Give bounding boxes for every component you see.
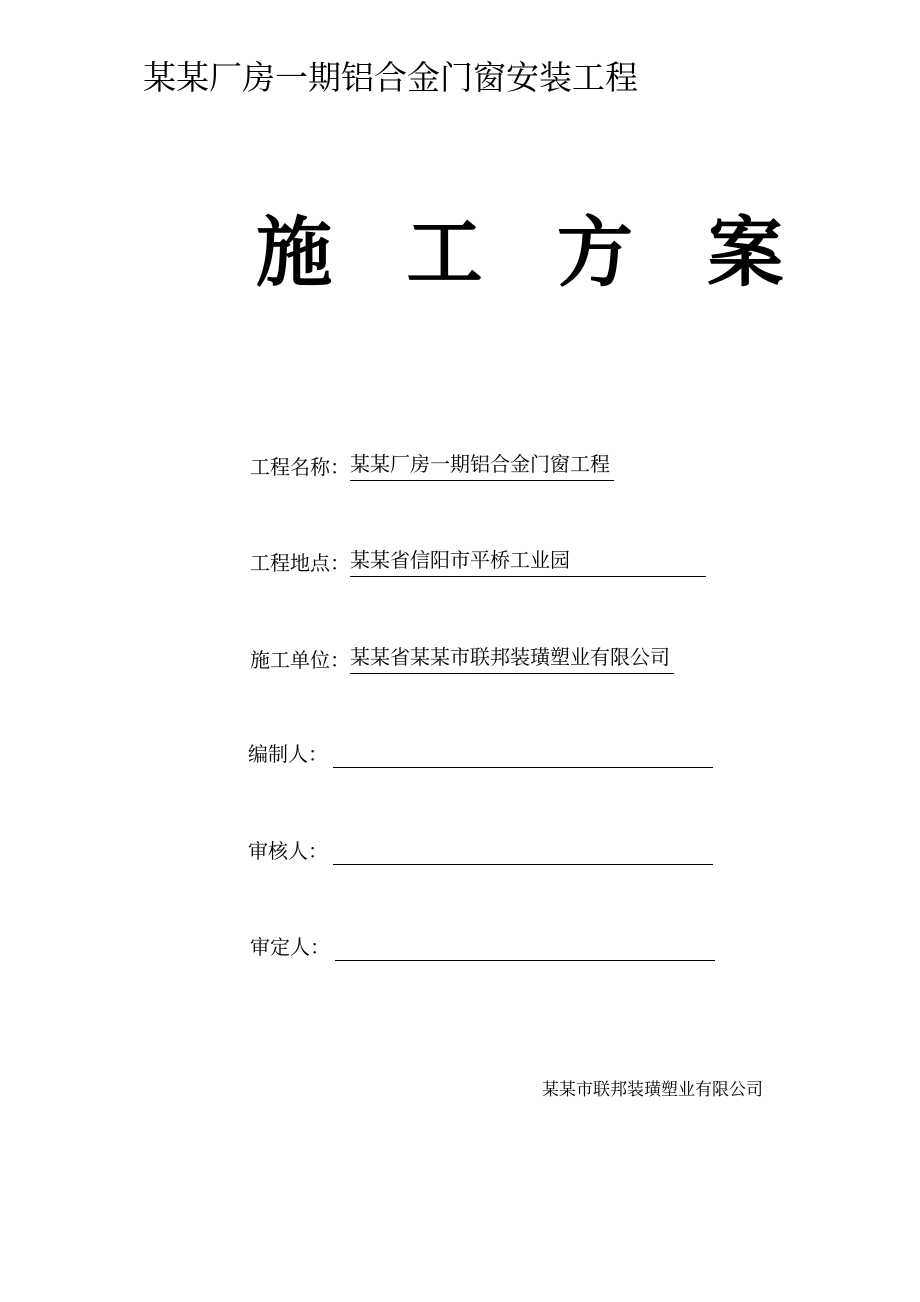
approver-label: 审定人： bbox=[250, 935, 330, 959]
approver-blank-line[interactable] bbox=[335, 936, 715, 961]
compiler-field bbox=[248, 740, 713, 768]
project-location-value: 某某省信阳市平桥工业园 bbox=[350, 546, 706, 577]
construction-unit-field bbox=[250, 643, 674, 674]
reviewer-field bbox=[248, 837, 713, 865]
construction-unit-value: 某某省某某市联邦装璜塑业有限公司 bbox=[350, 643, 674, 674]
project-name-field bbox=[250, 450, 614, 481]
footer-company-name: 某某市联邦装璜塑业有限公司 bbox=[542, 1080, 763, 1100]
approver-field bbox=[250, 933, 715, 961]
reviewer-blank-line[interactable] bbox=[333, 840, 713, 865]
project-location-label: 工程地点： bbox=[250, 551, 350, 575]
project-title: 某某厂房一期铝合金门窗安装工程 bbox=[143, 58, 638, 97]
project-name-label: 工程名称： bbox=[250, 455, 350, 479]
main-title: 施 工 方 案 bbox=[256, 208, 808, 297]
compiler-label: 编制人： bbox=[248, 742, 328, 766]
construction-unit-label: 施工单位： bbox=[250, 648, 350, 672]
reviewer-label: 审核人： bbox=[248, 839, 328, 863]
project-location-field bbox=[250, 546, 706, 577]
project-name-value: 某某厂房一期铝合金门窗工程 bbox=[350, 450, 614, 481]
compiler-blank-line[interactable] bbox=[333, 743, 713, 768]
